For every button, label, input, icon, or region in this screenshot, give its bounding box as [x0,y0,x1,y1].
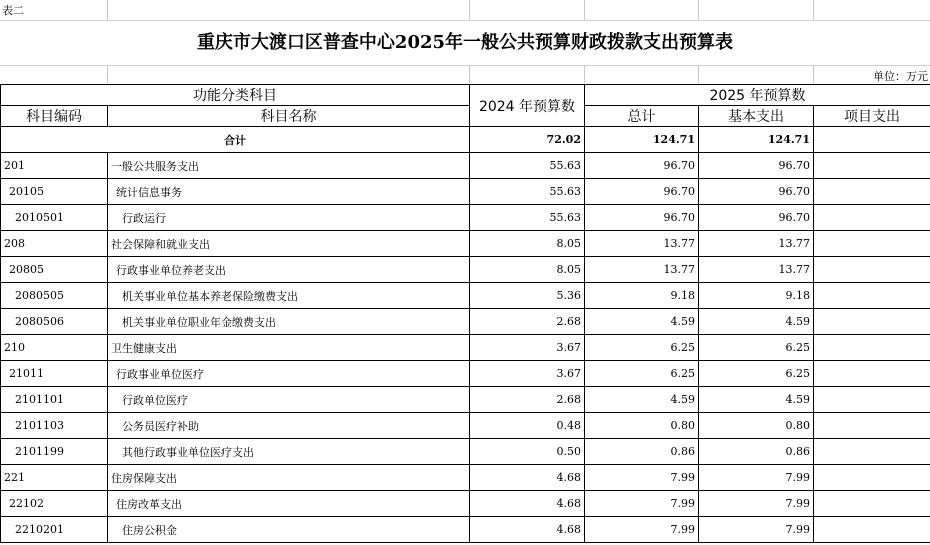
row-code: 2101101 [1,387,108,413]
row-name: 行政事业单位医疗 [108,361,470,387]
total-project [814,127,930,153]
row-name: 统计信息事务 [108,179,470,205]
row-name: 其他行政事业单位医疗支出 [108,439,470,465]
row-basic: 7.99 [699,491,814,517]
row-basic: 13.77 [699,231,814,257]
row-total: 13.77 [585,231,699,257]
row-project [814,153,930,179]
row-project [814,491,930,517]
header-row-1 [1,85,930,106]
row-name: 一般公共服务支出 [108,153,470,179]
total-b2024: 72.02 [470,127,585,153]
row-b2024: 2.68 [470,309,585,335]
row-total: 6.25 [585,361,699,387]
table-row [1,153,930,179]
sheet-gridline [0,20,930,21]
row-project [814,231,930,257]
row-name: 机关事业单位基本养老保险缴费支出 [108,283,470,309]
table-row [1,387,930,413]
sheet-gridline [107,65,108,84]
table-row [1,517,930,543]
row-basic: 96.70 [699,205,814,231]
total-total: 124.71 [585,127,699,153]
row-project [814,465,930,491]
row-code: 2101199 [1,439,108,465]
row-b2024: 8.05 [470,231,585,257]
row-project [814,517,930,543]
row-b2024: 5.36 [470,283,585,309]
row-b2024: 4.68 [470,465,585,491]
row-code: 201 [1,153,108,179]
row-name: 社会保障和就业支出 [108,231,470,257]
row-code: 21011 [1,361,108,387]
row-b2024: 4.68 [470,491,585,517]
row-project [814,361,930,387]
row-project [814,413,930,439]
row-basic: 6.25 [699,335,814,361]
sheet-gridline [698,65,699,84]
row-code: 2101103 [1,413,108,439]
row-code: 20805 [1,257,108,283]
row-project [814,179,930,205]
row-b2024: 55.63 [470,205,585,231]
header-budget-2024: 2024 年预算数 [470,85,585,127]
total-row [1,127,930,153]
header-basic: 基本支出 [699,106,814,127]
row-total: 6.25 [585,335,699,361]
table-row [1,335,930,361]
sheet-gridline [469,0,470,20]
row-b2024: 2.68 [470,387,585,413]
sheet-gridline [469,65,470,84]
sheet-gridline [813,65,814,84]
table-row [1,257,930,283]
row-name: 行政运行 [108,205,470,231]
row-code: 208 [1,231,108,257]
row-total: 7.99 [585,491,699,517]
row-total: 96.70 [585,153,699,179]
total-basic: 124.71 [699,127,814,153]
row-basic: 13.77 [699,257,814,283]
table-row [1,309,930,335]
row-b2024: 0.48 [470,413,585,439]
row-total: 4.59 [585,309,699,335]
table-row [1,491,930,517]
sheet-gridline [584,0,585,20]
table-row [1,179,930,205]
row-project [814,439,930,465]
header-row-2 [1,106,930,127]
row-name: 行政事业单位养老支出 [108,257,470,283]
table-row [1,413,930,439]
row-b2024: 8.05 [470,257,585,283]
row-total: 0.86 [585,439,699,465]
row-project [814,387,930,413]
row-project [814,257,930,283]
row-code: 210 [1,335,108,361]
row-name: 公务员医疗补助 [108,413,470,439]
row-total: 7.99 [585,465,699,491]
row-code: 2210201 [1,517,108,543]
row-basic: 96.70 [699,179,814,205]
row-total: 96.70 [585,205,699,231]
row-basic: 6.25 [699,361,814,387]
row-total: 4.59 [585,387,699,413]
budget-table [0,84,930,543]
page-title: 重庆市大渡口区普查中心2025年一般公共预算财政拨款支出预算表 [196,32,734,53]
header-project: 项目支出 [814,106,930,127]
row-code: 2080505 [1,283,108,309]
table-number-label: 表二 [2,4,24,17]
row-b2024: 3.67 [470,335,585,361]
row-project [814,283,930,309]
row-basic: 4.59 [699,309,814,335]
row-code: 20105 [1,179,108,205]
row-name: 住房改革支出 [108,491,470,517]
row-name: 卫生健康支出 [108,335,470,361]
row-total: 96.70 [585,179,699,205]
header-name: 科目名称 [108,106,470,127]
row-b2024: 0.50 [470,439,585,465]
row-b2024: 4.68 [470,517,585,543]
sheet-gridline [813,0,814,20]
row-project [814,205,930,231]
row-code: 2010501 [1,205,108,231]
row-b2024: 3.67 [470,361,585,387]
row-basic: 7.99 [699,465,814,491]
row-basic: 0.80 [699,413,814,439]
row-total: 9.18 [585,283,699,309]
table-row [1,283,930,309]
row-project [814,335,930,361]
table-row [1,439,930,465]
row-total: 7.99 [585,517,699,543]
row-code: 22102 [1,491,108,517]
table-row [1,231,930,257]
header-total: 总计 [585,106,699,127]
unit-label: 单位：万元 [873,70,928,83]
sheet-gridline [698,0,699,20]
sheet-gridline [107,0,108,20]
header-budget-2025: 2025 年预算数 [585,85,930,106]
row-name: 机关事业单位职业年金缴费支出 [108,309,470,335]
row-basic: 9.18 [699,283,814,309]
row-code: 2080506 [1,309,108,335]
row-basic: 7.99 [699,517,814,543]
table-row [1,205,930,231]
row-name: 住房公积金 [108,517,470,543]
sheet-gridline [584,65,585,84]
row-total: 13.77 [585,257,699,283]
row-b2024: 55.63 [470,153,585,179]
row-basic: 96.70 [699,153,814,179]
row-project [814,309,930,335]
header-code: 科目编码 [1,106,108,127]
row-basic: 0.86 [699,439,814,465]
sheet-gridline [0,65,930,66]
table-row [1,361,930,387]
row-b2024: 55.63 [470,179,585,205]
header-function-class: 功能分类科目 [1,85,470,106]
row-total: 0.80 [585,413,699,439]
row-name: 行政单位医疗 [108,387,470,413]
row-code: 221 [1,465,108,491]
row-basic: 4.59 [699,387,814,413]
table-row [1,465,930,491]
row-name: 住房保障支出 [108,465,470,491]
total-label: 合计 [1,127,470,153]
